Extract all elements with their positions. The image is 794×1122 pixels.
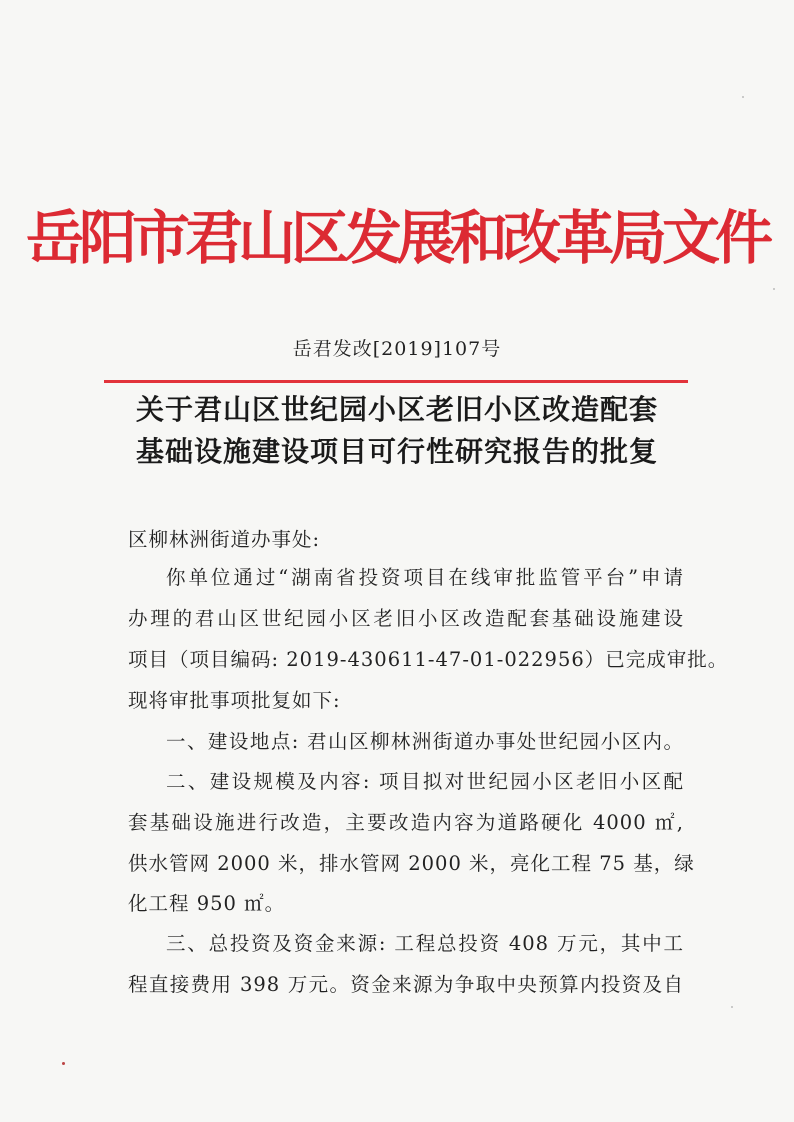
body-line: 你单位通过“湖南省投资项目在线审批监管平台”申请: [166, 566, 684, 589]
scan-speck: [742, 96, 744, 98]
red-divider-line: [104, 380, 688, 383]
document-number: 岳君发改[2019]107号: [292, 338, 502, 360]
body-line: 项目（项目编码: 2019-430611-47-01-022956）已完成审批。: [128, 648, 729, 671]
body-line: 办理的君山区世纪园小区老旧小区改造配套基础设施建设: [128, 607, 684, 630]
body-line: 现将审批事项批复如下:: [128, 689, 341, 712]
salutation: 区柳林洲街道办事处:: [128, 528, 321, 551]
body-line: 三、总投资及资金来源: 工程总投资 408 万元，其中工: [166, 932, 684, 955]
scan-speck: [773, 288, 775, 290]
scan-mark: [62, 1062, 65, 1065]
document-title-line-2: 基础设施建设项目可行性研究报告的批复: [135, 435, 658, 468]
body-line: 二、建设规模及内容: 项目拟对世纪园小区老旧小区配: [166, 770, 684, 793]
scan-speck: [731, 1006, 733, 1008]
body-line: 化工程 950 ㎡。: [128, 892, 286, 915]
body-line: 供水管网 2000 米，排水管网 2000 米，亮化工程 75 基，绿: [128, 852, 695, 875]
body-line: 一、建设地点: 君山区柳林洲街道办事处世纪园小区内。: [166, 730, 684, 753]
document-header-title: 岳阳市君山区发展和改革局文件: [25, 204, 768, 272]
document-title-line-1: 关于君山区世纪园小区老旧小区改造配套: [135, 393, 658, 426]
body-line: 程直接费用 398 万元。资金来源为争取中央预算内投资及自: [128, 973, 684, 996]
body-line: 套基础设施进行改造，主要改造内容为道路硬化 4000 ㎡,: [128, 811, 684, 834]
